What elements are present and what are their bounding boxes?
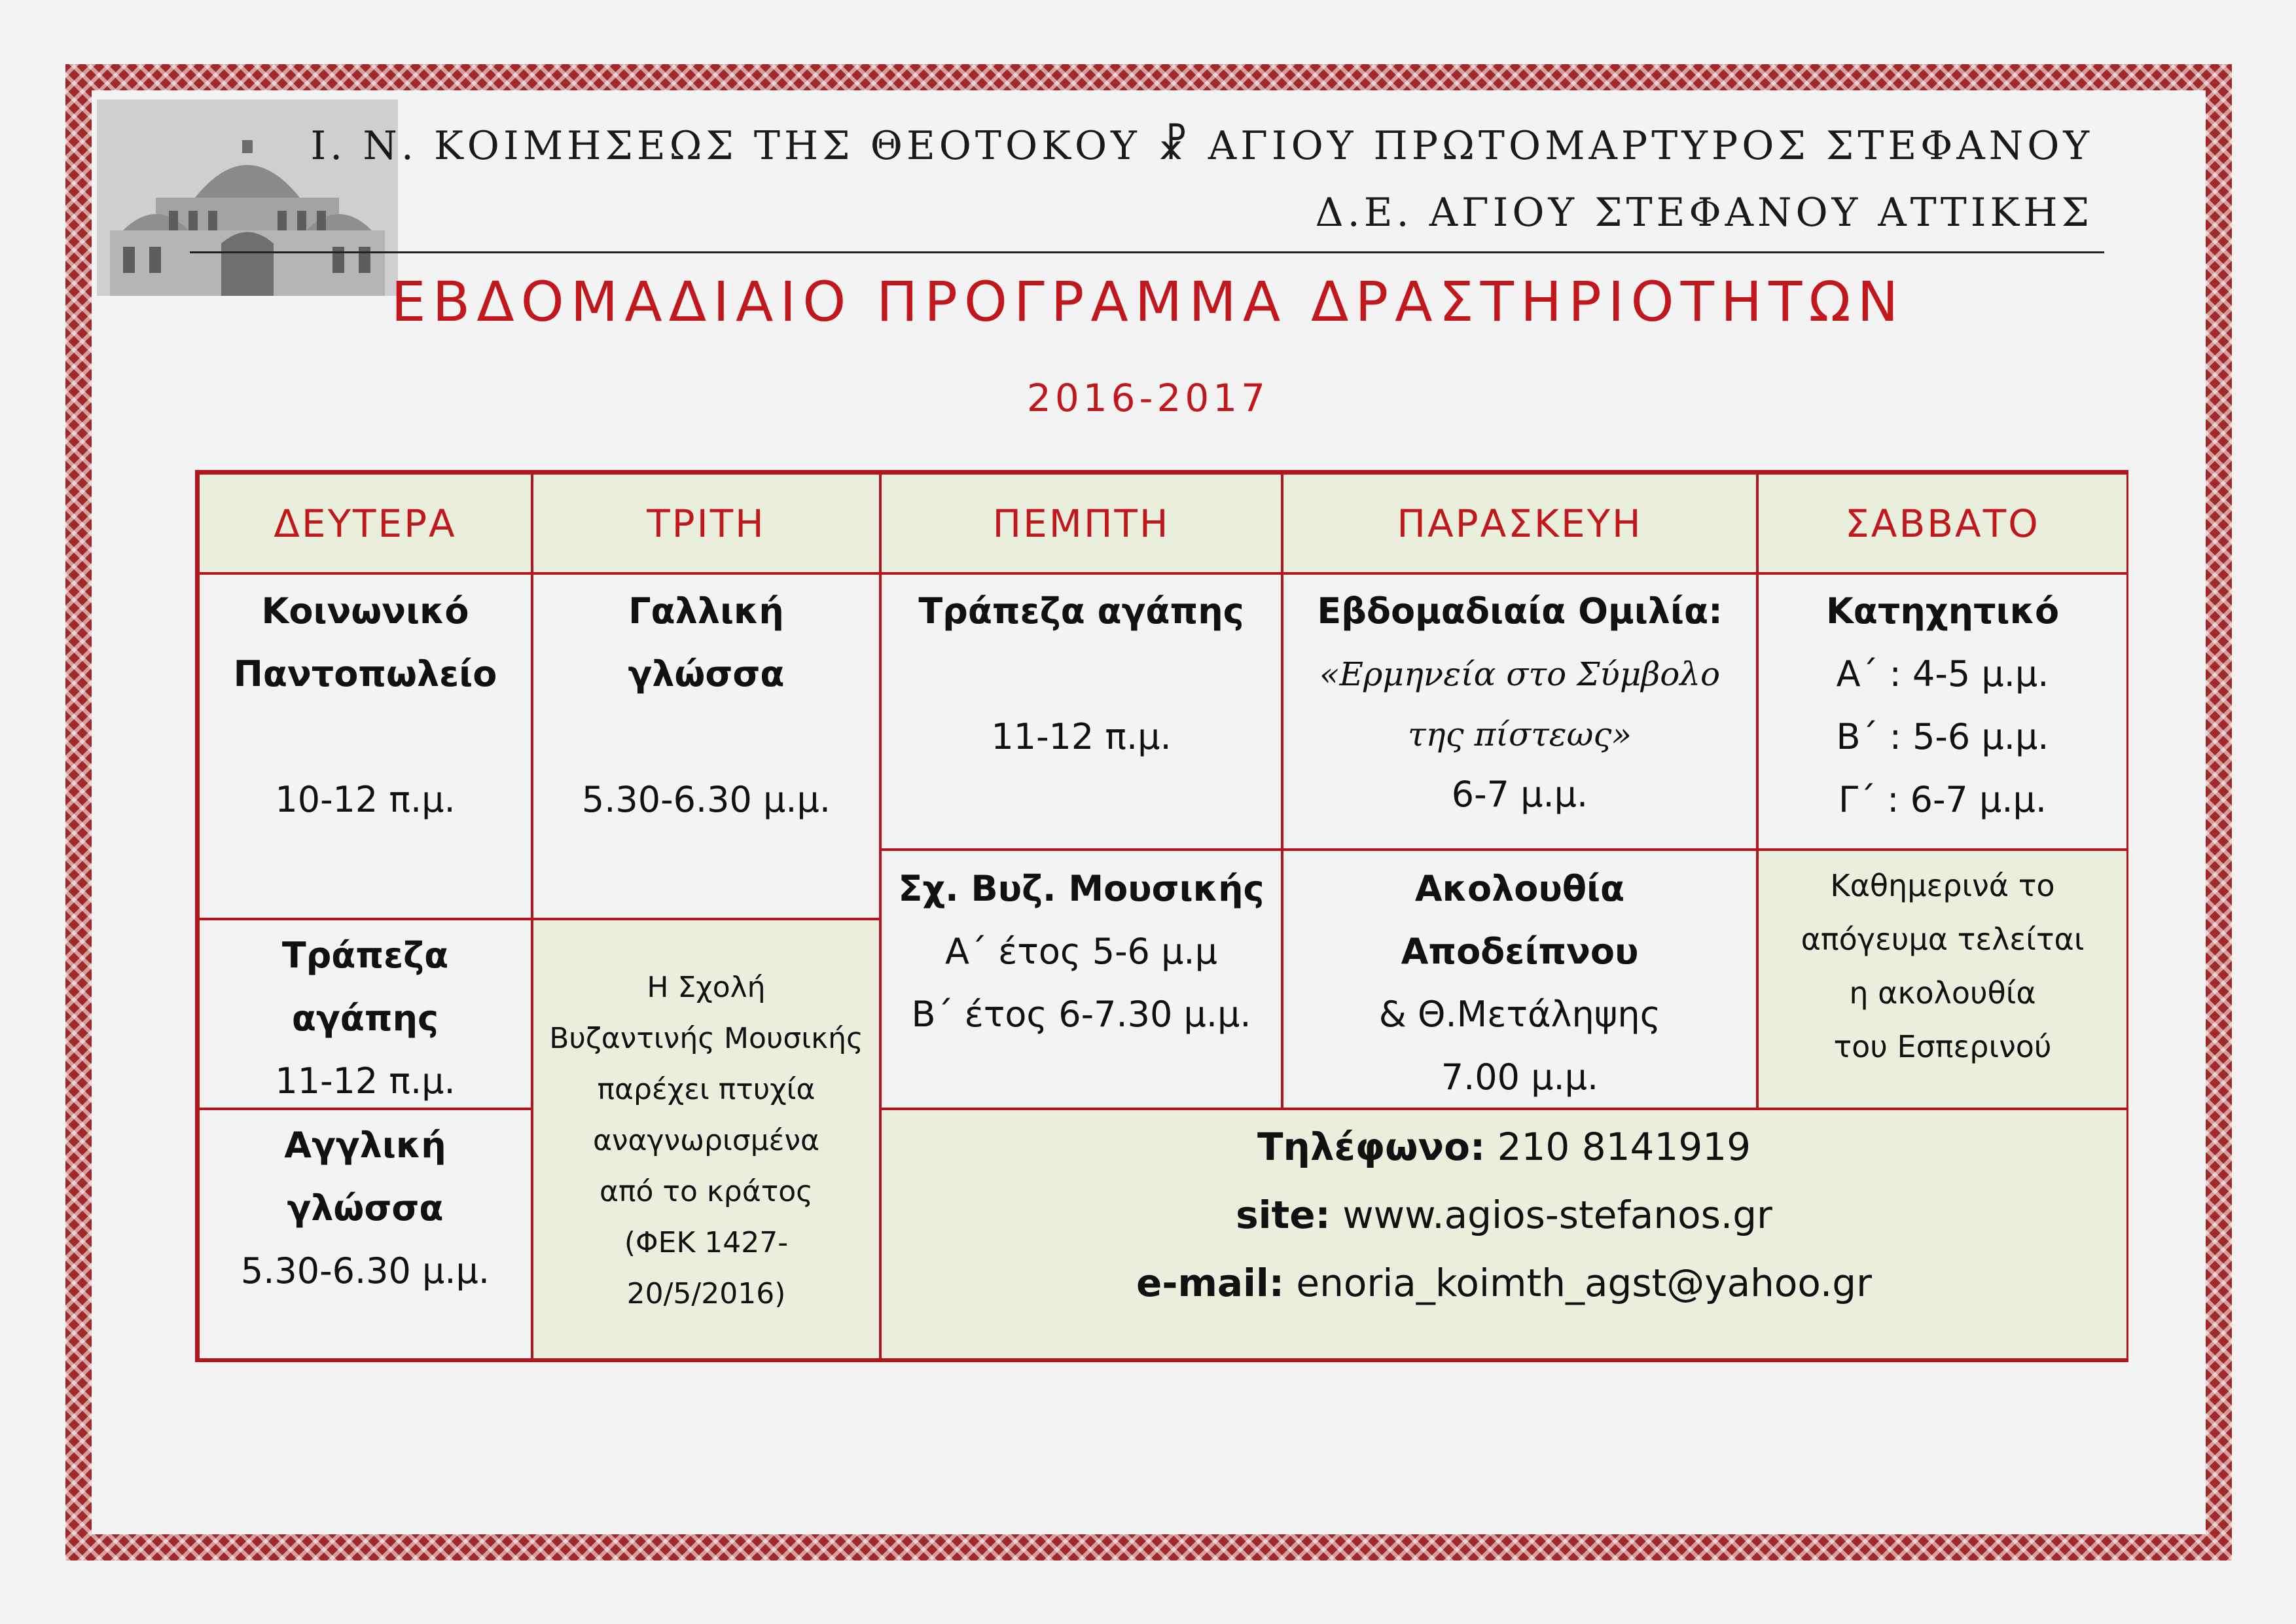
- friday-compline-cell: [1282, 849, 1758, 1110]
- day-header-saturday: ΣΑΒΒΑΤΟ: [1757, 473, 2128, 574]
- saturday-vespers-note-cell: [1757, 849, 2128, 1110]
- day-header-friday: ΠΑΡΑΣΚΕΥΗ: [1282, 473, 1758, 574]
- activity-time: Α΄ έτος 5-6 μ.μ: [945, 931, 1217, 972]
- phone-number[interactable]: 210 8141919: [1497, 1125, 1751, 1169]
- activity-time: 5.30-6.30 μ.μ.: [240, 1250, 490, 1291]
- phone-line: [1257, 1113, 1751, 1181]
- monday-table-cell: [198, 918, 533, 1110]
- activity-time: 10-12 π.μ.: [275, 779, 456, 820]
- activity-time: Α΄ : 4-5 μ.μ.: [1836, 653, 2049, 695]
- monday-grocery-cell: [198, 573, 533, 920]
- monday-english-cell: [198, 1108, 533, 1360]
- header-divider: [190, 251, 2104, 253]
- thursday-music-cell: [880, 849, 1283, 1110]
- activity-title: γλώσσα: [628, 653, 785, 695]
- note-line: παρέχει πτυχία: [597, 1073, 816, 1106]
- phone-label: Τηλέφωνο:: [1257, 1125, 1486, 1169]
- note-line: αναγνωρισμένα: [592, 1124, 820, 1157]
- day-header-tuesday: ΤΡΙΤΗ: [531, 473, 881, 574]
- parish-name: Ι. Ν. ΚΟΙΜΗΣΕΩΣ ΤΗΣ ΘΕΟΤΟΚΟΥ ☧ ΑΓΙΟΥ ΠΡΩΤΟΜΑΡΤΥΡΟΣ ΣΤΕΦΑΝΟΥ: [310, 123, 2093, 169]
- activity-time: 6-7 μ.μ.: [1451, 774, 1588, 815]
- activity-time: 7.00 μ.μ.: [1441, 1056, 1599, 1098]
- note-line: 20/5/2016): [626, 1277, 786, 1310]
- note-line: Βυζαντινής Μουσικής: [549, 1022, 863, 1055]
- day-header-monday: ΔΕΥΤΕΡΑ: [198, 473, 533, 574]
- note-line: απόγευμα τελείται: [1801, 922, 2085, 957]
- page-title: ΕΒΔΟΜΑΔΙΑΙΟ ΠΡΟΓΡΑΜΜΑ ΔΡΑΣΤΗΡΙΟΤΗΤΩΝ: [391, 270, 1905, 334]
- email-label: e-mail:: [1136, 1261, 1284, 1305]
- saturday-catechism-cell: [1757, 573, 2128, 850]
- activity-title: Παντοπωλείο: [233, 653, 497, 695]
- activity-time: 11-12 π.μ.: [991, 716, 1172, 757]
- friday-homily-cell: [1282, 573, 1758, 850]
- activity-time: 5.30-6.30 μ.μ.: [581, 779, 831, 820]
- activity-time: Β΄ έτος 6-7.30 μ.μ.: [911, 994, 1251, 1035]
- activity-title: Τράπεζα αγάπης: [918, 590, 1244, 632]
- tuesday-school-note-cell: [531, 918, 881, 1360]
- note-line: από το κράτος: [600, 1175, 813, 1208]
- activity-time: 11-12 π.μ.: [275, 1060, 456, 1102]
- day-header-thursday: ΠΕΜΠΤΗ: [880, 473, 1283, 574]
- activity-title: Σχ. Βυζ. Μουσικής: [898, 868, 1265, 909]
- email-link[interactable]: enoria_koimth_agst@yahoo.gr: [1296, 1261, 1872, 1305]
- tuesday-french-cell: [531, 573, 881, 920]
- contact-cell: [880, 1108, 2128, 1360]
- activity-title: Κατηχητικό: [1825, 590, 2060, 632]
- activity-time: Β΄ : 5-6 μ.μ.: [1836, 716, 2049, 757]
- site-line: [1236, 1181, 1772, 1249]
- activity-title: Αποδείπνου: [1401, 931, 1639, 972]
- activity-title: αγάπης: [291, 998, 439, 1039]
- homily-topic: «Ερμηνεία στο Σύμβολο: [1319, 655, 1721, 693]
- activity-title: Τράπεζα: [281, 935, 449, 976]
- parish-location: Δ.Ε. ΑΓΙΟΥ ΣΤΕΦΑΝΟΥ ΑΤΤΙΚΗΣ: [1315, 190, 2093, 236]
- activity-title: γλώσσα: [287, 1187, 444, 1229]
- thursday-table-cell: [880, 573, 1283, 850]
- activity-title: Κοινωνικό: [261, 590, 469, 632]
- activity-time: Γ΄ : 6-7 μ.μ.: [1838, 779, 2047, 820]
- site-link[interactable]: www.agios-stefanos.gr: [1342, 1193, 1772, 1237]
- schedule-table: [195, 470, 2128, 1362]
- note-line: η ακολουθία: [1849, 975, 2036, 1011]
- activity-subtitle: & Θ.Μετάληψης: [1378, 994, 1661, 1035]
- activity-title: Εβδομαδιαία Ομιλία:: [1317, 590, 1723, 632]
- note-line: του Εσπερινού: [1833, 1029, 2052, 1064]
- note-line: Η Σχολή: [647, 971, 766, 1004]
- activity-title: Γαλλική: [628, 590, 784, 632]
- email-line: [1136, 1249, 1872, 1317]
- school-year: 2016-2017: [1026, 376, 1270, 420]
- activity-title: Ακολουθία: [1414, 868, 1625, 909]
- note-line: (ΦΕΚ 1427-: [624, 1226, 789, 1259]
- homily-topic: της πίστεως»: [1408, 715, 1632, 753]
- note-line: Καθημερινά το: [1830, 868, 2055, 903]
- activity-title: Αγγλική: [284, 1125, 446, 1166]
- site-label: site:: [1236, 1193, 1331, 1237]
